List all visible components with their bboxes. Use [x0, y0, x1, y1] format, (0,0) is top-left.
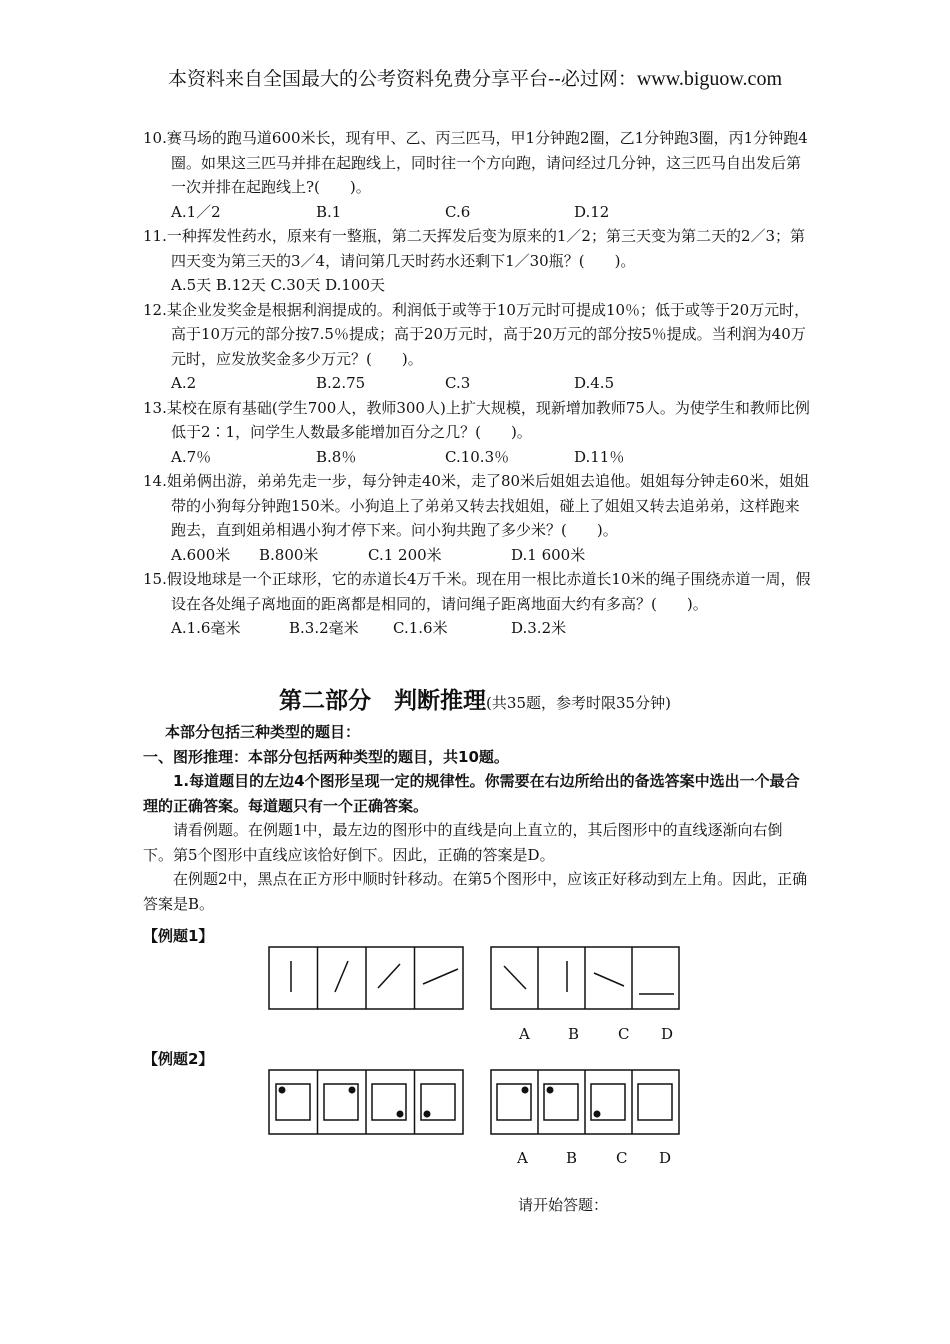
- option-b: B.2.75: [316, 374, 366, 392]
- answer-c-dot: [594, 1111, 601, 1118]
- intro-line-1: 本部分包括三种类型的题目：: [165, 723, 361, 741]
- question-text: 14.姐弟俩出游，弟弟先走一步，每分钟走40米，走了80米后姐姐去追他。姐姐每分钟走60米，姐姐带的小狗每分钟跑150米。小狗追上了弟弟又转去找姐姐，碰上了姐姐又转去追弟弟，这样跑来跑去，直到姐弟相遇小狗才停下来。问小狗共跑了多少米？( )。: [143, 472, 810, 539]
- option-c: C.10.3％: [445, 447, 510, 466]
- answer-b-dot: [547, 1087, 554, 1094]
- header-url[interactable]: www.biguow.com: [636, 68, 782, 90]
- option-b: B.8％: [316, 447, 357, 466]
- option-c: C.3: [445, 374, 471, 392]
- option-a: A.7％: [171, 447, 212, 466]
- answer-c-line: [594, 973, 624, 986]
- line-tilt-1: [335, 961, 348, 992]
- example-1-letter-c: C: [618, 1025, 630, 1043]
- answer-a-line: [504, 966, 526, 989]
- line-tilt-2: [378, 964, 400, 988]
- section-title-main: 第二部分 判断推理: [279, 688, 487, 714]
- option-a: A.600米: [171, 545, 231, 564]
- line-tilt-3: [423, 969, 458, 984]
- intro-para-1: 请看例题。在例题1中，最左边的图形中的直线是向上直立的，其后图形中的直线逐渐向右倒下。第5个图形中直线应该恰好倒下。因此，正确的答案是D。: [143, 821, 783, 864]
- question-text: 10.赛马场的跑马道600米长，现有甲、乙、丙三匹马，甲1分钟跑2圈，乙1分钟跑3圈，丙1分钟跑4圈。如果这三匹马并排在起跑线上，同时往一个方向跑，请问经过几分钟，这三匹马自出发后第一次并排在起跑线上?( )。: [143, 129, 808, 196]
- page-header: [0, 64, 950, 91]
- inner-square: [638, 1084, 672, 1120]
- options-row: [171, 200, 811, 225]
- options-line: A.5天 B.12天 C.30天 D.100天: [171, 276, 386, 294]
- option-d: D.12: [574, 202, 610, 221]
- option-a: A.1／2: [171, 202, 221, 221]
- dot-bottom-left: [424, 1111, 431, 1118]
- option-d: D.3.2米: [511, 619, 567, 637]
- option-c: C.1.6米: [393, 619, 448, 637]
- dot-top-left: [279, 1087, 286, 1094]
- example-2-label: 【例题2】: [143, 1050, 214, 1068]
- header-text: 本资料来自全国最大的公考资料免费分享平台--必过网：: [167, 68, 637, 90]
- intro-block: [143, 720, 811, 916]
- question-text: 11.一种挥发性药水，原来有一整瓶，第二天挥发后变为原来的1／2；第三天变为第二天的2／3；第四天变为第三天的3／4，请问第几天时药水还剩下1／30瓶？( )。: [143, 227, 806, 270]
- option-b: B.3.2毫米: [289, 619, 359, 637]
- option-a: A.2: [171, 374, 197, 392]
- options-row: [171, 543, 811, 568]
- example-1-figure: [268, 946, 680, 1010]
- question-14: [143, 469, 811, 567]
- example-2-letter-b: B: [566, 1149, 578, 1167]
- example-2-letter-d: D: [659, 1149, 672, 1167]
- option-c: C.1 200米: [368, 545, 442, 564]
- option-a: A.1.6毫米: [171, 619, 241, 637]
- question-15: [143, 567, 811, 641]
- question-13: [143, 396, 811, 470]
- closing-text: 请开始答题：: [518, 1196, 609, 1214]
- section-subtitle: (共35题，参考时限35分钟): [486, 694, 671, 712]
- option-c: C.6: [445, 202, 471, 221]
- question-12: [143, 298, 811, 396]
- intro-line-3: 1.每道题目的左边4个图形呈现一定的规律性。你需要在右边所给出的备选答案中选出一个最合理的正确答案。每道题只有一个正确答案。: [143, 772, 800, 815]
- options-row: [171, 445, 811, 470]
- question-11: [143, 224, 811, 298]
- example-1-letter-d: D: [661, 1025, 674, 1043]
- dot-bottom-right: [397, 1111, 404, 1118]
- example-1-label: 【例题1】: [143, 927, 214, 945]
- example-2-letter-c: C: [616, 1149, 628, 1167]
- question-text: 13.某校在原有基础(学生700人，教师300人)上扩大规模，现新增加教师75人。为使学生和教师比例低于2∶1，问学生人数最多能增加百分之几？( )。: [143, 398, 810, 441]
- section-title: [0, 682, 950, 715]
- questions-block: [143, 126, 811, 641]
- intro-line-2: 一、图形推理：本部分包括两种类型的题目，共10题。: [143, 747, 509, 766]
- example-1-letter-a: A: [519, 1025, 530, 1043]
- option-b: B.1: [316, 202, 342, 221]
- answer-a-dot: [522, 1087, 529, 1094]
- option-d: D.11％: [574, 447, 625, 466]
- options-row: [171, 371, 811, 396]
- example-1-letter-b: B: [568, 1025, 580, 1043]
- options-row: [171, 616, 811, 641]
- question-10: [143, 126, 811, 224]
- example-2-figure: [268, 1069, 680, 1135]
- intro-para-2: 在例题2中，黑点在正方形中顺时针移动。在第5个图形中，应该正好移动到左上角。因此，正确答案是B。: [143, 870, 808, 913]
- example-2-letter-a: A: [517, 1149, 528, 1167]
- question-text: 15.假设地球是一个正球形，它的赤道长4万千米。现在用一根比赤道长10米的绳子围绕赤道一周，假设在各处绳子离地面的距离都是相同的，请问绳子距离地面大约有多高？( )。: [143, 570, 811, 613]
- question-text: 12.某企业发奖金是根据利润提成的。利润低于或等于10万元时可提成10％；低于或等于20万元时，高于10万元的部分按7.5％提成；高于20万元时，高于20万元的部分按5％提成。当利润为40万元时，应发放奖金多少万元？( )。: [143, 300, 810, 368]
- options-row: [171, 273, 811, 298]
- option-d: D.1 600米: [511, 545, 586, 564]
- option-d: D.4.5: [574, 374, 615, 392]
- dot-top-right: [349, 1087, 356, 1094]
- option-b: B.800米: [259, 545, 319, 564]
